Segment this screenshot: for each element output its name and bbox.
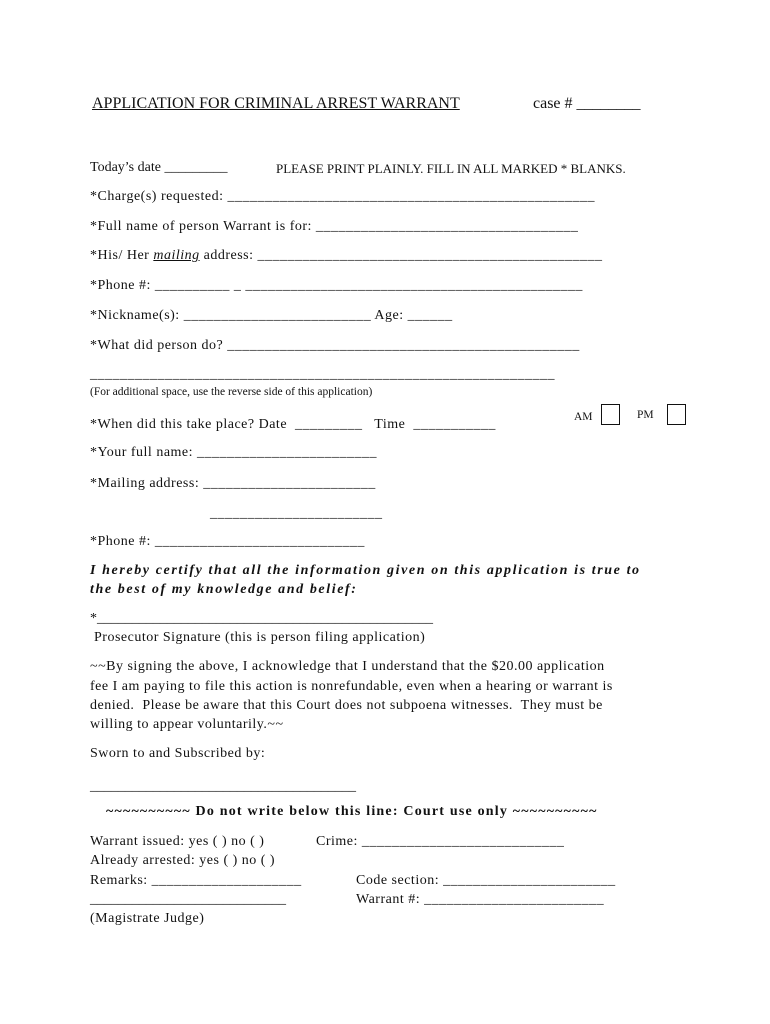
judge-signature-line: ____________________________ (90, 892, 286, 907)
warrant-number-field: Warrant #: ________________________ (356, 892, 605, 907)
mailing-address-continuation: _______________________ (210, 506, 383, 521)
your-mailing-address-field: *Mailing address: _______________________ (90, 476, 376, 491)
mailing-emphasis: mailing (153, 248, 200, 263)
pm-label: PM (637, 409, 654, 421)
certification-line-1: I hereby certify that all the information given on this application is true to (90, 563, 641, 578)
charges-field: *Charge(s) requested: _________________________________________________ (90, 189, 595, 204)
when-date-time-field: *When did this take place? Date _________ Time ___________ (90, 417, 496, 432)
your-phone-field: *Phone #: ____________________________ (90, 534, 365, 549)
what-continuation-line: ______________________________________________________________ (90, 367, 555, 382)
crime-field: Crime: ___________________________ (316, 834, 565, 849)
notice-line-2: fee I am paying to file this action is nonrefundable, even when a hearing or warrant is (90, 679, 613, 694)
notice-line-1: ~~By signing the above, I acknowledge that I understand that the $20.00 application (90, 659, 605, 674)
sworn-label: Sworn to and Subscribed by: (90, 746, 266, 761)
additional-space-note: (For additional space, use the reverse side of this application) (90, 386, 373, 398)
am-checkbox[interactable] (601, 404, 620, 425)
print-plainly-instruction: PLEASE PRINT PLAINLY. FILL IN ALL MARKED * BLANKS. (276, 161, 626, 176)
what-did-person-do-field: *What did person do? _______________________________________________ (90, 338, 580, 353)
remarks-field: Remarks: ____________________ (90, 873, 302, 888)
already-arrested-field: Already arrested: yes ( ) no ( ) (90, 853, 276, 868)
phone-field: *Phone #: __________ _ _____________________________________________ (90, 278, 583, 293)
warrant-issued-field: Warrant issued: yes ( ) no ( ) (90, 834, 265, 849)
sworn-signature-line: ______________________________________ (90, 779, 356, 794)
case-number-field: case # ________ (533, 95, 641, 112)
address-prefix: *His/ Her (90, 248, 154, 263)
signature-line: *________________________________________________ (90, 611, 433, 626)
form-title: APPLICATION FOR CRIMINAL ARREST WARRANT (92, 95, 460, 112)
notice-line-3: denied. Please be aware that this Court does not subpoena witnesses. They must be (90, 698, 603, 713)
address-suffix: address: ______________________________________________ (199, 248, 603, 263)
code-section-field: Code section: _______________________ (356, 873, 616, 888)
nickname-age-field: *Nickname(s): _________________________ Age: ______ (90, 308, 453, 323)
mailing-address-field (90, 247, 603, 265)
am-label: AM (574, 411, 593, 423)
magistrate-judge-label: (Magistrate Judge) (90, 911, 205, 926)
your-full-name-field: *Your full name: ________________________ (90, 445, 378, 460)
pm-checkbox[interactable] (667, 404, 686, 425)
todays-date-field: Today’s date _________ (90, 160, 228, 175)
certification-line-2: the best of my knowledge and belief: (90, 582, 358, 597)
notice-line-4: willing to appear voluntarily.~~ (90, 717, 284, 732)
court-use-divider: ~~~~~~~~~~ Do not write below this line: Court use only ~~~~~~~~~~ (106, 804, 598, 819)
full-name-field: *Full name of person Warrant is for: ___________________________________ (90, 219, 579, 234)
signature-label: Prosecutor Signature (this is person filing application) (94, 630, 426, 645)
